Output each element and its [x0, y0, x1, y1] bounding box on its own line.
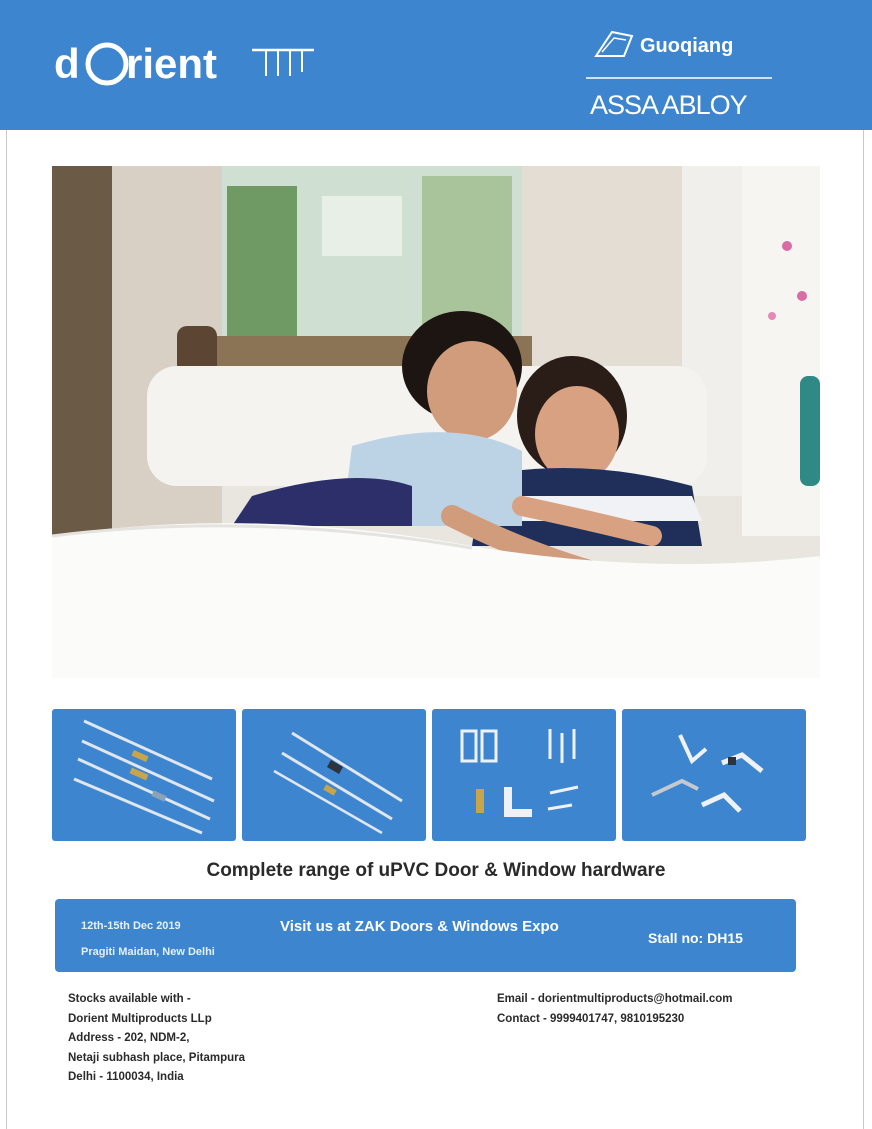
stockist-address-2: Netaji subhash place, Pitampura	[68, 1051, 246, 1064]
product-thumb-espagnolette	[52, 709, 236, 841]
partner-group: ASSA ABLOY	[590, 90, 747, 120]
contact-info	[497, 990, 732, 1029]
header-banner	[0, 0, 872, 130]
espagnolette-bars-image	[52, 709, 236, 841]
svg-text:rient: rient	[126, 40, 218, 87]
contact-phone: Contact - 9999401747, 9810195230	[497, 1012, 685, 1025]
dorient-logo	[52, 26, 322, 96]
expo-stall: Stall no: DH15	[648, 930, 743, 946]
partner-name: Guoqiang	[640, 35, 734, 57]
stockist-address: Address - 202, NDM-2,	[68, 1032, 190, 1044]
stockist-city: Delhi - 1100034, India	[68, 1071, 184, 1083]
svg-text:d: d	[54, 40, 80, 87]
product-thumb-hinges	[432, 709, 616, 841]
expo-venue: Pragiti Maidan, New Delhi	[81, 946, 215, 958]
guoqiang-logo-icon	[586, 22, 776, 122]
product-thumb-handles	[622, 709, 806, 841]
lock-rods-image	[242, 709, 426, 841]
product-thumb-lock-rods	[242, 709, 426, 841]
stockist-name: Dorient Multiproducts LLp	[68, 1012, 212, 1025]
email-link[interactable]: Email - dorientmultiproducts@hotmail.com	[497, 993, 733, 1005]
hinges-image	[432, 709, 616, 841]
handles-image	[622, 709, 806, 841]
hero-photo	[52, 166, 820, 678]
stockist-line: Stocks available with -	[68, 993, 191, 1005]
expo-headline: Visit us at ZAK Doors & Windows Expo	[280, 918, 559, 935]
tagline: Complete range of uPVC Door & Window hardware	[206, 860, 666, 881]
expo-banner	[55, 899, 796, 972]
expo-dates: 12th-15th Dec 2019	[81, 920, 181, 932]
stockist-info	[68, 990, 245, 1088]
product-thumbnails	[52, 709, 806, 841]
